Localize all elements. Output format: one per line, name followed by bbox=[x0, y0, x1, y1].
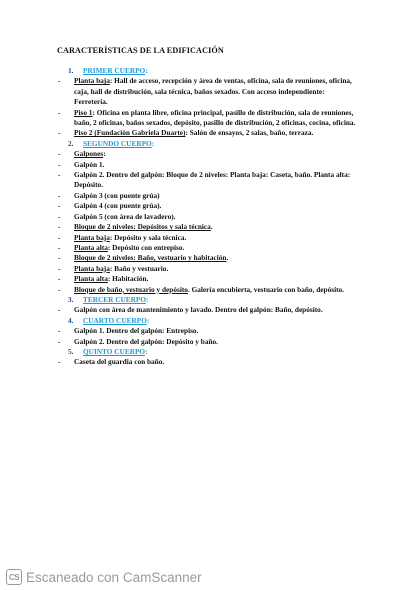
section-number: 3. bbox=[68, 294, 74, 304]
section-title-link[interactable]: SEGUNDO CUERPO bbox=[83, 138, 152, 148]
dash-bullet: - bbox=[58, 336, 61, 346]
item-label: Piso 2 (Fundación Gabriela Duarte) bbox=[74, 128, 186, 138]
section-number: 5. bbox=[68, 346, 74, 356]
section-heading bbox=[57, 139, 357, 149]
list-item bbox=[57, 191, 357, 201]
list-item bbox=[57, 76, 357, 107]
item-text: : Hall de acceso, recepción y área de ventas, oficina, sala de reuniones, oficina, caja, hall de distribución, sala técnica, baños sexados. Con acceso independiente: Ferretería. bbox=[74, 76, 352, 107]
item-label: Bloque de 2 niveles: Depósitos y sala técnica bbox=[74, 222, 211, 232]
list-item bbox=[57, 274, 357, 284]
dash-bullet: - bbox=[58, 107, 61, 117]
page-title: CARACTERÍSTICAS DE LA EDIFICACIÓN bbox=[57, 46, 224, 55]
dash-bullet: - bbox=[58, 305, 61, 315]
dash-bullet: - bbox=[58, 201, 61, 211]
section-colon: : bbox=[145, 346, 148, 356]
item-text: Galpón 3 (con puente grúa) bbox=[74, 190, 160, 200]
section-title-link[interactable]: PRIMER CUERPO bbox=[83, 66, 146, 75]
item-label: Planta alta bbox=[74, 242, 108, 252]
dash-bullet: - bbox=[58, 170, 61, 180]
dash-bullet: - bbox=[58, 242, 61, 252]
item-text: : Depósito con entrepiso. bbox=[107, 242, 185, 252]
watermark-text: Escaneado con CamScanner bbox=[26, 569, 202, 585]
list-item bbox=[57, 243, 357, 253]
section-heading bbox=[57, 295, 357, 305]
item-label: Piso 1 bbox=[74, 107, 93, 117]
list-item bbox=[57, 212, 357, 222]
item-text: : Habitación. bbox=[107, 274, 149, 284]
section-heading bbox=[57, 66, 357, 76]
section-colon: : bbox=[145, 66, 148, 75]
item-label: Planta baja bbox=[74, 232, 110, 242]
dash-bullet: - bbox=[58, 274, 61, 284]
section-title-link[interactable]: CUARTO CUERPO bbox=[83, 315, 147, 325]
item-text: . Galería encubierta, vestuario con baño, depósito. bbox=[187, 284, 345, 294]
dash-bullet: - bbox=[58, 263, 61, 273]
list-item bbox=[57, 201, 357, 211]
item-text: Galpón 1. bbox=[74, 159, 105, 169]
list-item bbox=[57, 108, 357, 129]
scanner-watermark bbox=[6, 569, 202, 585]
item-text: : Oficina en planta libre, oficina principal, pasillo de distribución, sala de reuniones, baño, 2 oficinas, baños sexados, depósito, pasillo de distribución, 2 oficinas, cocina, oficina. bbox=[74, 107, 356, 128]
item-text: . bbox=[226, 253, 229, 263]
dash-bullet: - bbox=[58, 211, 61, 221]
list-item bbox=[57, 170, 357, 191]
dash-bullet: - bbox=[58, 190, 61, 200]
list-item bbox=[57, 149, 357, 159]
list-item bbox=[57, 253, 357, 263]
dash-bullet: - bbox=[58, 128, 61, 138]
section-number: 1. bbox=[68, 66, 74, 75]
item-label: Planta baja bbox=[74, 263, 110, 273]
item-label: Galpones bbox=[74, 149, 104, 159]
item-label: Bloque de 2 niveles: Baño, vestuario y habitación bbox=[74, 253, 227, 263]
list-item bbox=[57, 326, 357, 336]
dash-bullet: - bbox=[58, 326, 61, 336]
item-text: Galpón 2. Dentro del galpón: Depósito y baño. bbox=[74, 336, 218, 346]
section-number: 2. bbox=[68, 138, 74, 148]
section-colon: : bbox=[146, 294, 149, 304]
item-text: Galpón 2. Dentro del galpón: Bloque de 2 niveles: Planta baja: Caseta, baño. Planta alta: Depósito. bbox=[74, 170, 351, 190]
item-text: : Salón de ensayos, 2 salas, baño, terraza. bbox=[185, 128, 314, 138]
item-text: : bbox=[103, 149, 106, 159]
item-label: Bloque de baño, vestuario y depósito bbox=[74, 284, 188, 294]
list-item bbox=[57, 233, 357, 243]
section-heading bbox=[57, 316, 357, 326]
item-label: Planta alta bbox=[74, 274, 108, 284]
dash-bullet: - bbox=[58, 284, 61, 294]
list-item bbox=[57, 264, 357, 274]
dash-bullet: - bbox=[58, 222, 61, 232]
section-number: 4. bbox=[68, 315, 74, 325]
item-text: Caseta del guardia con baño. bbox=[74, 357, 165, 367]
dash-bullet: - bbox=[58, 76, 61, 86]
section-heading bbox=[57, 347, 357, 357]
item-text: : Baño y vestuario. bbox=[109, 263, 169, 273]
section-title-link[interactable]: TERCER CUERPO bbox=[83, 294, 147, 304]
dash-bullet: - bbox=[58, 357, 61, 367]
section-colon: : bbox=[146, 315, 150, 325]
item-text: Galpón 5 (con área de lavadero). bbox=[74, 211, 176, 221]
item-text: Galpón con área de mantenimiento y lavado. Dentro del galpón: Baño, depósito. bbox=[74, 305, 323, 315]
dash-bullet: - bbox=[58, 232, 61, 242]
list-item bbox=[57, 305, 357, 315]
item-text: . bbox=[210, 222, 213, 232]
dash-bullet: - bbox=[58, 159, 61, 169]
list-item bbox=[57, 337, 357, 347]
section-title-link[interactable]: QUINTO CUERPO bbox=[83, 346, 146, 356]
list-item bbox=[57, 285, 357, 295]
list-item bbox=[57, 357, 357, 367]
list-item bbox=[57, 128, 357, 138]
dash-bullet: - bbox=[58, 149, 61, 159]
dash-bullet: - bbox=[58, 253, 61, 263]
item-label: Planta baja bbox=[74, 76, 110, 86]
item-text: Galpón 4 (con puente grúa). bbox=[74, 201, 162, 211]
section-colon: : bbox=[151, 138, 155, 148]
list-item bbox=[57, 160, 357, 170]
document-body bbox=[57, 66, 357, 368]
item-text: : Depósito y sala técnica. bbox=[109, 232, 187, 242]
list-item bbox=[57, 222, 357, 232]
item-text: Galpón 1. Dentro del galpón: Entrepiso. bbox=[74, 326, 199, 336]
camscanner-logo-icon: CS bbox=[6, 569, 22, 585]
